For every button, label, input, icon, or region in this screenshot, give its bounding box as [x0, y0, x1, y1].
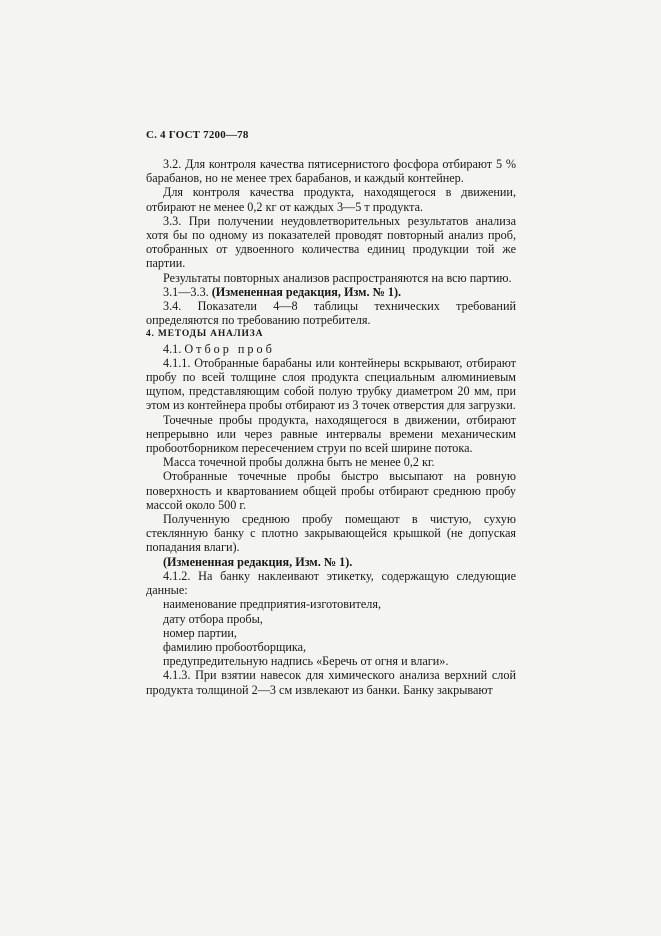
- paragraph-3-3: 3.3. При получении неудовлетворительных результатов анализа хотя бы по одному из показателей проводят повторный анализ проб, отобранных от удвоенного количества единиц продукции той же партии.: [146, 213, 516, 271]
- paragraph-amendment-1: [146, 285, 516, 299]
- label-item: номер партии,: [163, 625, 237, 640]
- clause-number: 4.1.: [163, 341, 185, 356]
- document-body: [146, 157, 516, 697]
- paragraph-4-1-1: 4.1.1. Отобранные барабаны или контейнеры вскрывают, отбирают пробу по всей толщине слоя продукта специальным алюминиевым щупом, представляющим собой полую трубку диаметром 20 мм, при этом из контейнера пробы отбирают из 3 точек отверстия для загрузки.: [146, 355, 516, 413]
- paragraph-sample-mass: Масса точечной пробы должна быть не менее 0,2 кг.: [163, 455, 435, 470]
- amendment-note: (Измененная редакция, Изм. № 1).: [211, 284, 402, 299]
- paragraph-moving-product: Для контроля качества продукта, находящегося в движении, отбирают не менее 0,2 кг от каждых 3—5 т продукта.: [146, 185, 516, 214]
- amendment-note-2: (Измененная редакция, Изм. № 1).: [163, 554, 353, 569]
- clause-title: Отбор проб: [184, 341, 275, 356]
- paragraph-4-1: [146, 342, 516, 356]
- page-header: С. 4 ГОСТ 7200—78: [146, 129, 249, 141]
- label-item: дату отбора пробы,: [163, 611, 263, 626]
- paragraph-storage: Полученную среднюю пробу помещают в чистую, сухую стеклянную банку с плотно закрывающейся крышкой (не допуская попадания влаги).: [146, 512, 516, 555]
- section-title: 4. МЕТОДЫ АНАЛИЗА: [146, 329, 264, 340]
- paragraph-3-4: 3.4. Показатели 4—8 таблицы технических требований определяются по требованию потребителя.: [146, 299, 516, 328]
- label-item: предупредительную надпись «Беречь от огня и влаги».: [163, 654, 449, 669]
- label-item: наименование предприятия-изготовителя,: [163, 597, 381, 612]
- paragraph-repeat-results: Результаты повторных анализов распространяются на всю партию.: [163, 270, 512, 285]
- amendment-ref: 3.1—3.3.: [163, 284, 212, 299]
- paragraph-quartering: Отобранные точечные пробы быстро высыпают на ровную поверхность и квартованием общей пробы отбирают среднюю пробу массой около 500 г.: [146, 469, 516, 512]
- label-item: фамилию пробоотборщика,: [163, 639, 307, 654]
- paragraph-3-2: 3.2. Для контроля качества пятисернистого фосфора отбирают 5 % барабанов, но не менее трех барабанов, и каждый контейнер.: [146, 157, 516, 186]
- paragraph-4-1-3: 4.1.3. При взятии навесок для химического анализа верхний слой продукта толщиной 2—3 см извлекают из банки. Банку закрывают: [146, 668, 516, 697]
- paragraph-4-1-2: 4.1.2. На банку наклеивают этикетку, содержащую следующие данные:: [146, 568, 516, 598]
- paragraph-point-samples: Точечные пробы продукта, находящегося в движении, отбирают непрерывно или через равные интервалы времени механическим пробоотборником пересечением струи по всей ширине потока.: [146, 412, 516, 456]
